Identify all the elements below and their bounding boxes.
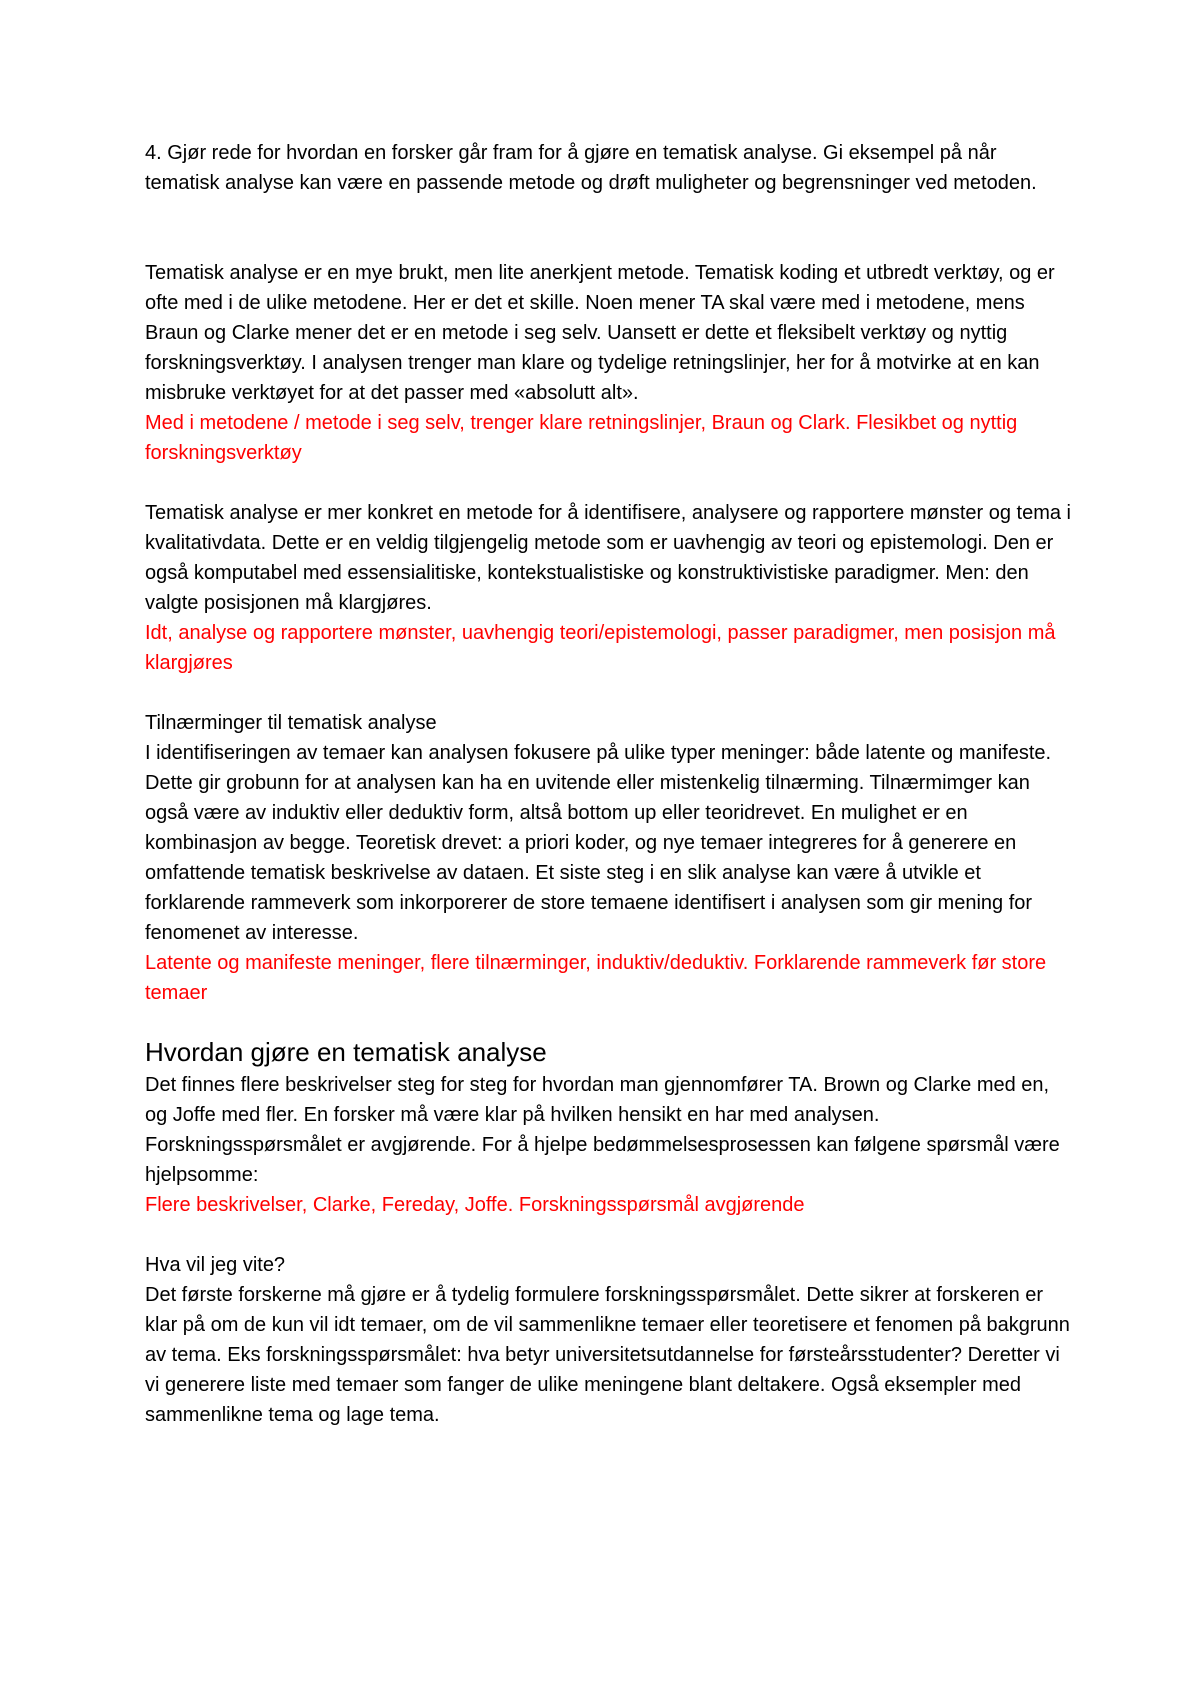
section3-subtitle: Tilnærminger til tematisk analyse bbox=[145, 712, 437, 734]
spacer bbox=[145, 678, 1075, 708]
spacer bbox=[145, 1008, 1075, 1034]
question-text: 4. Gjør rede for hvordan en forsker går fram for å gjøre en tematisk analyse. Gi eksempel på når tematisk analyse kan være en passende metode og drøft muligheter og begrensninger ved metoden. bbox=[145, 142, 1037, 194]
section4-summary: Flere beskrivelser, Clarke, Fereday, Joffe. Forskningsspørsmål avgjørende bbox=[145, 1194, 805, 1216]
section2-summary: Idt, analyse og rapportere mønster, uavhengig teori/epistemologi, passer paradigmer, men posisjon må klargjøres bbox=[145, 622, 1056, 674]
section4-heading: Hvordan gjøre en tematisk analyse bbox=[145, 1037, 547, 1067]
section5-body: Det første forskerne må gjøre er å tydelig formulere forskningsspørsmålet. Dette sikrer at forskeren er klar på om de kun vil idt temaer, om de vil sammenlikne temaer eller teoretisere et fenomen på bakgrunn av tema. Eks forskningsspørsmålet: hva betyr universitetsutdannelse for førsteårsstudenter? Deretter vi vi generere liste med temaer som fanger de ulike meningene blant deltakere. Også eksempler med sammenlikne tema og lage tema. bbox=[145, 1284, 1070, 1426]
spacer bbox=[145, 1220, 1075, 1250]
section1-body: Tematisk analyse er en mye brukt, men lite anerkjent metode. Tematisk koding et utbredt verktøy, og er ofte med i de ulike metodene. Her er det et skille. Noen mener TA skal være med i metodene, mens Braun og Clarke mener det er en metode i seg selv. Uansett er dette et fleksibelt verktøy og nyttig forskningsverktøy. I analysen trenger man klare og tydelige retningslinjer, her for å motvirke at en kan misbruke verktøyet for at det passer med «absolutt alt». bbox=[145, 262, 1055, 404]
document-page bbox=[145, 138, 1075, 1430]
section2-body: Tematisk analyse er mer konkret en metode for å identifisere, analysere og rapportere mønster og tema i kvalitativdata. Dette er en veldig tilgjengelig metode som er uavhengig av teori og epistemologi. Den er også komputabel med essensialitiske, kontekstualistiske og konstruktivistiske paradigmer. Men: den valgte posisjonen må klargjøres. bbox=[145, 502, 1071, 614]
spacer bbox=[145, 198, 1075, 258]
section3-body: I identifiseringen av temaer kan analysen fokusere på ulike typer meninger: både latente og manifeste. Dette gir grobunn for at analysen kan ha en uvitende eller mistenkelig tilnærming. Tilnærmimger kan også være av induktiv eller deduktiv form, altså bottom up eller teoridrevet. En mulighet er en kombinasjon av begge. Teoretisk drevet: a priori koder, og nye temaer integreres for å generere en omfattende tematisk beskrivelse av dataen. Et siste steg i en slik analyse kan være å utvikle et forklarende rammeverk som inkorporerer de store temaene identifisert i analysen som gir mening for fenomenet av interesse. bbox=[145, 742, 1052, 944]
section4-body: Det finnes flere beskrivelser steg for steg for hvordan man gjennomfører TA. Brown og Clarke med en, og Joffe med fler. En forsker må være klar på hvilken hensikt en har med analysen. Forskningsspørsmålet er avgjørende. For å hjelpe bedømmelsesprosessen kan følgene spørsmål være hjelpsomme: bbox=[145, 1074, 1060, 1186]
section1-summary: Med i metodene / metode i seg selv, trenger klare retningslinjer, Braun og Clark. Flesikbet og nyttig forskningsverktøy bbox=[145, 412, 1018, 464]
section5-subtitle: Hva vil jeg vite? bbox=[145, 1254, 286, 1276]
section3-summary: Latente og manifeste meninger, flere tilnærminger, induktiv/deduktiv. Forklarende rammeverk før store temaer bbox=[145, 952, 1047, 1004]
spacer bbox=[145, 468, 1075, 498]
